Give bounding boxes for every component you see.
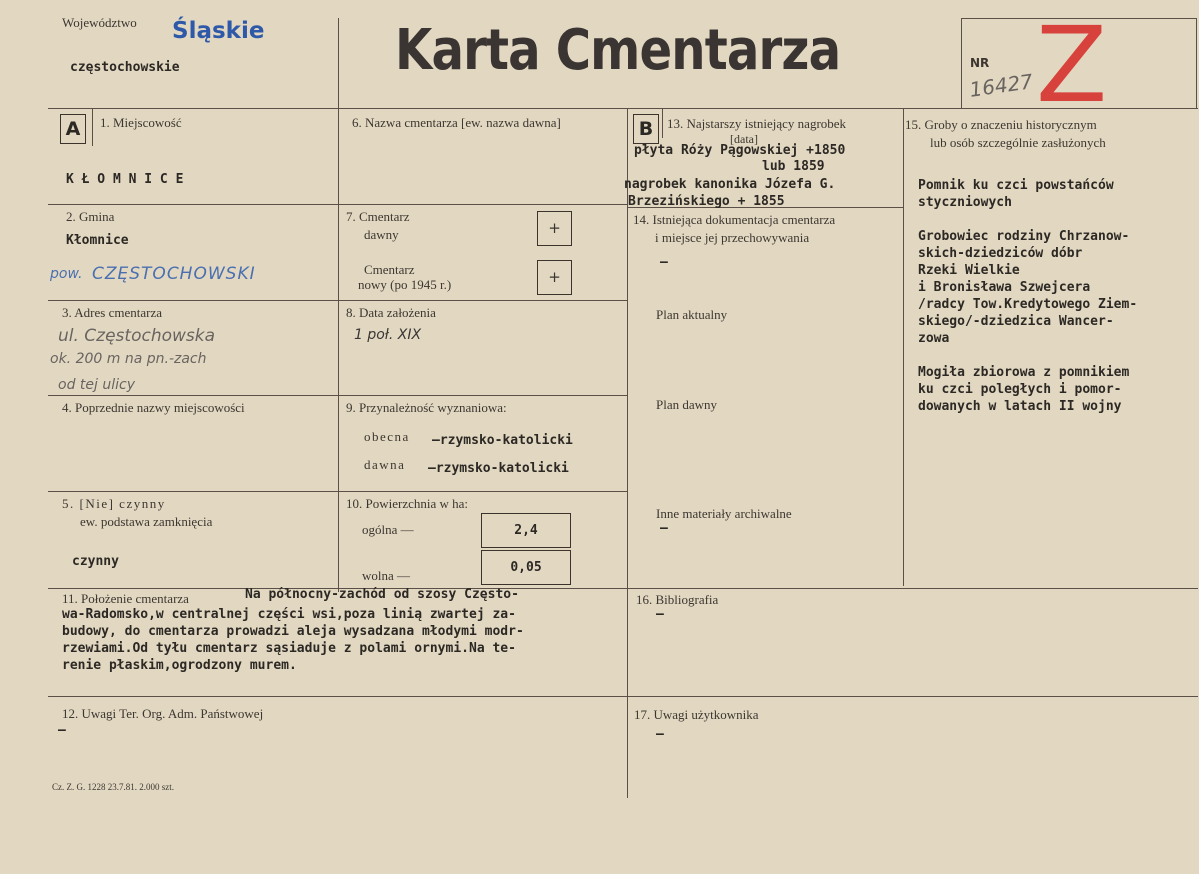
field-3-line-2: ok. 200 m na pn.-zach xyxy=(50,351,207,367)
field-15-line: Rzeki Wielkie xyxy=(918,263,1020,278)
field-13-line-3: nagrobek kanonika Józefa G. xyxy=(624,177,836,192)
field-15-line: Pomnik ku czci powstańców xyxy=(918,178,1114,193)
field-9-label: 9. Przynależność wyznaniowa: xyxy=(346,400,507,415)
category-letter: Z xyxy=(1036,4,1108,126)
field-13-line-4: Brzezińskiego + 1855 xyxy=(628,194,785,209)
field-11-line: renie płaskim,ogrodzony murem. xyxy=(62,658,297,673)
divider xyxy=(903,108,904,586)
divider xyxy=(627,108,628,798)
page-title: Karta Cmentarza xyxy=(395,18,841,83)
divider xyxy=(48,491,627,492)
divider xyxy=(92,108,93,146)
field-17-dash: — xyxy=(656,727,664,742)
field-10-wolna-label: wolna — xyxy=(362,568,411,583)
field-15-line: skich-dziedziców dóbr xyxy=(918,246,1083,261)
field-1-value: K Ł O M N I C E xyxy=(66,172,184,187)
field-12-dash: — xyxy=(58,723,66,738)
field-5-label: 5. [Nie] czynny xyxy=(62,496,166,511)
field-15-line: skiego/-dziedzica Wancer- xyxy=(918,314,1114,329)
field-15-line: Mogiła zbiorowa z pomnikiem xyxy=(918,365,1130,380)
section-b-letter: B xyxy=(633,114,659,144)
field-12-label: 12. Uwagi Ter. Org. Adm. Państwowej xyxy=(62,706,264,721)
field-15-line xyxy=(918,347,1137,364)
field-8-value: 1 poł. XIX xyxy=(354,327,422,343)
field-5-sublabel: ew. podstawa zamknięcia xyxy=(80,514,213,529)
field-3-label: 3. Adres cmentarza xyxy=(62,305,162,320)
field-11-first-line: Na północny-zachód od szosy Często- xyxy=(245,587,519,602)
divider xyxy=(48,108,1198,109)
nr-label: NR xyxy=(970,56,990,70)
field-15-line: /radcy Tow.Kredytowego Ziem- xyxy=(918,297,1138,312)
field-9-dawna-label: dawna xyxy=(364,457,406,472)
field-5-value: czynny xyxy=(72,554,119,569)
field-15-value xyxy=(918,177,1137,415)
field-15-line: ku czci poległych i pomor- xyxy=(918,382,1122,397)
inne-materialy-dash: — xyxy=(660,521,668,536)
field-15-sublabel: lub osób szczególnie zasłużonych xyxy=(930,135,1106,150)
divider xyxy=(48,395,627,396)
field-2-pow-value: CZĘSTOCHOWSKI xyxy=(92,264,256,284)
divider xyxy=(338,18,339,592)
field-13-label: 13. Najstarszy istniejący nagrobek xyxy=(667,116,847,131)
field-15-line: dowanych w latach II wojny xyxy=(918,399,1122,414)
field-2-value: Kłomnice xyxy=(66,233,129,248)
field-7-nowy-checkbox: + xyxy=(537,260,572,295)
field-14-label: 14. Istniejąca dokumentacja cmentarza xyxy=(633,212,836,227)
field-14-dash: — xyxy=(660,255,668,270)
divider xyxy=(961,18,962,108)
field-10-label: 10. Powierzchnia w ha: xyxy=(346,496,469,511)
field-9-dawna-value: —rzymsko-katolicki xyxy=(428,461,569,476)
plan-dawny-label: Plan dawny xyxy=(656,397,718,412)
field-15-label: 15. Groby o znaczeniu historycznym xyxy=(905,117,1097,132)
field-15-line: Grobowiec rodziny Chrzanow- xyxy=(918,229,1130,244)
field-10-ogolna-label: ogólna — xyxy=(362,522,414,537)
field-2-label: 2. Gmina xyxy=(66,209,115,224)
field-7-dawny: dawny xyxy=(364,227,399,242)
divider xyxy=(662,108,663,138)
divider xyxy=(48,204,627,205)
field-1-label: 1. Miejscowość xyxy=(100,115,182,130)
field-7-nowy-line-2: nowy (po 1945 r.) xyxy=(358,277,452,292)
field-13-sublabel: [data] xyxy=(730,132,758,146)
field-15-line: zowa xyxy=(918,331,950,346)
field-13-line-1: płyta Róży Pągowskiej +1850 xyxy=(634,143,846,158)
subregion-value: częstochowskie xyxy=(70,60,180,75)
field-7-label: 7. Cmentarz xyxy=(346,209,410,224)
field-9-obecna-value: —rzymsko-katolicki xyxy=(432,433,573,448)
section-a-letter: A xyxy=(60,114,86,144)
field-3-line-3: od tej ulicy xyxy=(58,377,135,393)
field-8-label: 8. Data założenia xyxy=(346,305,436,320)
field-10-wolna-value: 0,05 xyxy=(481,550,571,585)
footer-print-info: Cz. Z. G. 1228 23.7.81. 2.000 szt. xyxy=(52,782,174,792)
inne-materialy-label: Inne materiały archiwalne xyxy=(656,506,792,521)
voivodeship-label: Województwo xyxy=(62,15,137,30)
divider xyxy=(1196,18,1197,108)
field-17-label: 17. Uwagi użytkownika xyxy=(634,707,759,722)
field-7-nowy-line-1: Cmentarz xyxy=(364,262,415,277)
nr-handwritten: 16427 xyxy=(968,69,1035,102)
field-14-sublabel: i miejsce jej przechowywania xyxy=(655,230,810,245)
field-9-obecna-label: obecna xyxy=(364,429,410,444)
divider xyxy=(48,696,1198,697)
field-11-line: budowy, do cmentarza prowadzi aleja wysadzana młodymi modr- xyxy=(62,624,524,639)
voivodeship-stamp: Śląskie xyxy=(172,18,265,44)
field-15-line xyxy=(918,211,1137,228)
field-11-value xyxy=(62,606,524,674)
field-11-label: 11. Położenie cmentarza xyxy=(62,591,189,606)
field-2-pow-prefix: pow. xyxy=(50,266,83,282)
divider xyxy=(48,588,1198,589)
field-15-line: i Bronisława Szwejcera xyxy=(918,280,1091,295)
field-7-dawny-checkbox: + xyxy=(537,211,572,246)
field-15-line: styczniowych xyxy=(918,195,1012,210)
field-11-line: rzewiami.Od tyłu cmentarz sąsiaduje z polami ornymi.Na te- xyxy=(62,641,516,656)
field-13-line-2: lub 1859 xyxy=(762,159,825,174)
plan-aktualny-label: Plan aktualny xyxy=(656,307,728,322)
field-3-line-1: ul. Częstochowska xyxy=(58,326,216,346)
field-16-label: 16. Bibliografia xyxy=(636,592,719,607)
field-16-dash: — xyxy=(656,607,664,622)
field-6-label: 6. Nazwa cmentarza [ew. nazwa dawna] xyxy=(352,115,561,130)
field-10-ogolna-value: 2,4 xyxy=(481,513,571,548)
field-11-line: wa-Radomsko,w centralnej części wsi,poza linią zwartej za- xyxy=(62,607,516,622)
divider xyxy=(48,300,627,301)
field-4-label: 4. Poprzednie nazwy miejscowości xyxy=(62,400,245,415)
